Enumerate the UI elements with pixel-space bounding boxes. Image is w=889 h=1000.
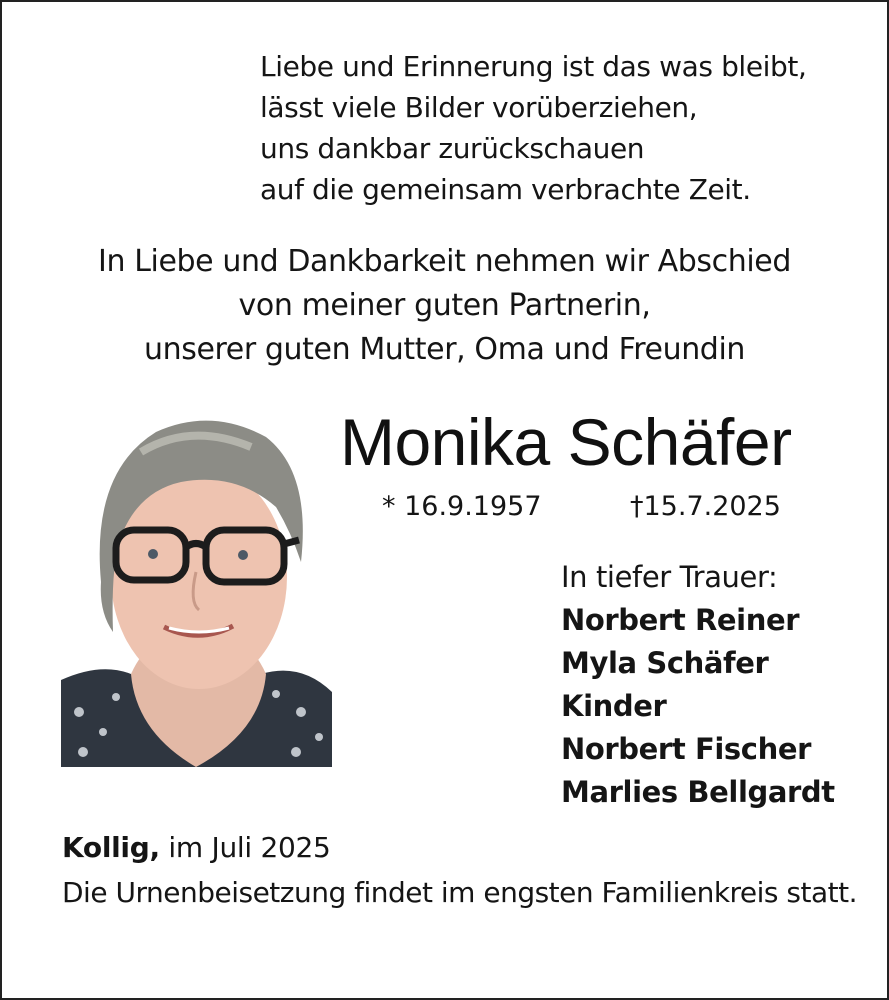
burial-note: Die Urnenbeisetzung findet im engsten Familienkreis statt.	[62, 876, 858, 909]
farewell-line: von meiner guten Partnerin,	[238, 288, 651, 323]
portrait-photo	[61, 412, 332, 767]
mourner-name: Kinder	[561, 689, 667, 723]
memorial-poem	[260, 46, 806, 210]
poem-line: uns dankbar zurückschauen	[260, 132, 645, 165]
place-name: Kollig,	[62, 831, 160, 864]
portrait-illustration	[61, 412, 332, 767]
poem-line: auf die gemeinsam verbrachte Zeit.	[260, 173, 751, 206]
poem-line: lässt viele Bilder vorüberziehen,	[260, 91, 698, 124]
notice-date: im Juli 2025	[159, 831, 331, 864]
mourner-name: Norbert Reiner	[561, 603, 800, 637]
poem-line: Liebe und Erinnerung ist das was bleibt,	[260, 50, 807, 83]
farewell-line: In Liebe und Dankbarkeit nehmen wir Abschied	[98, 244, 791, 279]
mourners-list	[561, 556, 835, 814]
place-and-date	[62, 828, 331, 868]
farewell-text	[2, 240, 887, 372]
mourners-heading: In tiefer Trauer:	[561, 560, 778, 594]
farewell-line: unserer guten Mutter, Oma und Freundin	[143, 332, 746, 367]
birth-date: * 16.9.1957	[382, 491, 542, 522]
mourner-name: Marlies Bellgardt	[561, 775, 835, 809]
mourner-name: Myla Schäfer	[561, 646, 769, 680]
mourner-name: Norbert Fischer	[561, 732, 812, 766]
deceased-name: Monika Schäfer	[340, 405, 792, 479]
death-date: †15.7.2025	[630, 491, 781, 522]
